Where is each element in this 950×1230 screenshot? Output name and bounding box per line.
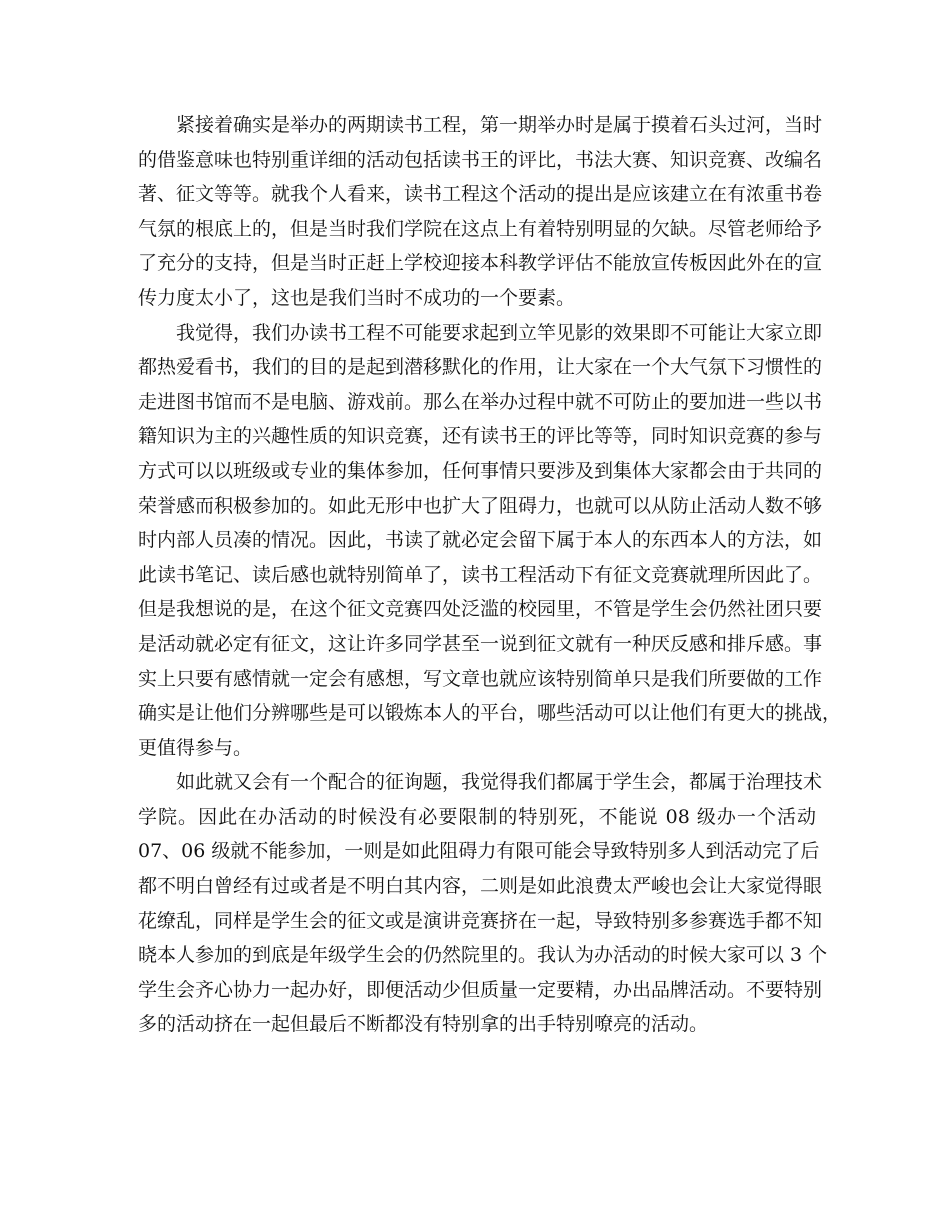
paragraph-1 bbox=[138, 108, 823, 316]
paragraph-line: 的借鉴意味也特别重详细的活动包括读书王的评比，书法大赛、知识竞赛、改编名 bbox=[138, 148, 823, 171]
paragraph-line: 学生会齐心协力一起办好，即便活动少但质量一定要精，办出品牌活动。不要特别 bbox=[138, 978, 823, 1001]
paragraph-3 bbox=[138, 765, 828, 1042]
paragraph-line: 07、06 级就不能参加，一则是如此阻碍力有限可能会导致特别多人到活动完了后 bbox=[138, 840, 820, 863]
paragraph-line: 气氛的根底上的，但是当时我们学院在这点上有着特别明显的欠缺。尽管老师给予 bbox=[138, 217, 823, 240]
paragraph-line: 走进图书馆而不是电脑、游戏前。那么在举办过程中就不可防止的要加进一些以书 bbox=[138, 390, 823, 413]
paragraph-line: 我觉得，我们办读书工程不可能要求起到立竿见影的效果即不可能让大家立即 bbox=[176, 321, 823, 344]
paragraph-line: 了充分的支持，但是当时正赶上学校迎接本科教学评估不能放宣传板因此外在的宣 bbox=[138, 252, 823, 275]
paragraph-2 bbox=[138, 316, 842, 766]
paragraph-line: 都不明白曾经有过或者是不明白其内容，二则是如此浪费太严峻也会让大家觉得眼 bbox=[138, 875, 823, 898]
paragraph-line: 实上只要有感情就一定会有感想，写文章也就应该特别简单只是我们所要做的工作 bbox=[138, 667, 823, 690]
paragraph-line: 如此就又会有一个配合的征询题，我觉得我们都属于学生会，都属于治理技术 bbox=[176, 771, 823, 794]
paragraph-line: 花缭乱，同样是学生会的征文或是演讲竞赛挤在一起，导致特别多参赛选手都不知 bbox=[138, 909, 823, 932]
paragraph-line: 传力度太小了，这也是我们当时不成功的一个要素。 bbox=[138, 286, 576, 309]
paragraph-line: 晓本人参加的到底是年级学生会的仍然院里的。我认为办活动的时候大家可以 3 个 bbox=[138, 944, 828, 967]
paragraph-line: 时内部人员凑的情况。因此，书读了就必定会留下属于本人的东西本人的方法，如 bbox=[138, 529, 823, 552]
paragraph-line: 此读书笔记、读后感也就特别简单了，读书工程活动下有征文竞赛就理所因此了。 bbox=[138, 563, 823, 586]
paragraph-line: 确实是让他们分辨哪些是可以锻炼本人的平台，哪些活动可以让他们有更大的挑战， bbox=[138, 702, 842, 725]
paragraph-line: 著、征文等等。就我个人看来，读书工程这个活动的提出是应该建立在有浓重书卷 bbox=[138, 183, 823, 206]
paragraph-line: 方式可以以班级或专业的集体参加，任何事情只要涉及到集体大家都会由于共同的 bbox=[138, 459, 823, 482]
paragraph-line: 多的活动挤在一起但最后不断都没有特别拿的出手特别嘹亮的活动。 bbox=[138, 1013, 709, 1036]
paragraph-line: 都热爱看书，我们的目的是起到潜移默化的作用，让大家在一个大气氛下习惯性的 bbox=[138, 356, 823, 379]
document-body bbox=[138, 108, 842, 1042]
paragraph-line: 是活动就必定有征文，这让许多同学甚至一说到征文就有一种厌反感和排斥感。事 bbox=[138, 632, 823, 655]
paragraph-line: 学院。因此在办活动的时候没有必要限制的特别死，不能说 08 级办一个活动 bbox=[138, 805, 816, 828]
paragraph-line: 紧接着确实是举办的两期读书工程，第一期举办时是属于摸着石头过河，当时 bbox=[176, 114, 823, 136]
paragraph-line: 更值得参与。 bbox=[138, 736, 253, 759]
paragraph-line: 但是我想说的是，在这个征文竞赛四处泛滥的校园里，不管是学生会仍然社团只要 bbox=[138, 598, 823, 621]
paragraph-line: 荣誉感而积极参加的。如此无形中也扩大了阻碍力，也就可以从防止活动人数不够 bbox=[138, 494, 823, 517]
paragraph-line: 籍知识为主的兴趣性质的知识竞赛，还有读书王的评比等等，同时知识竞赛的参与 bbox=[138, 425, 823, 448]
